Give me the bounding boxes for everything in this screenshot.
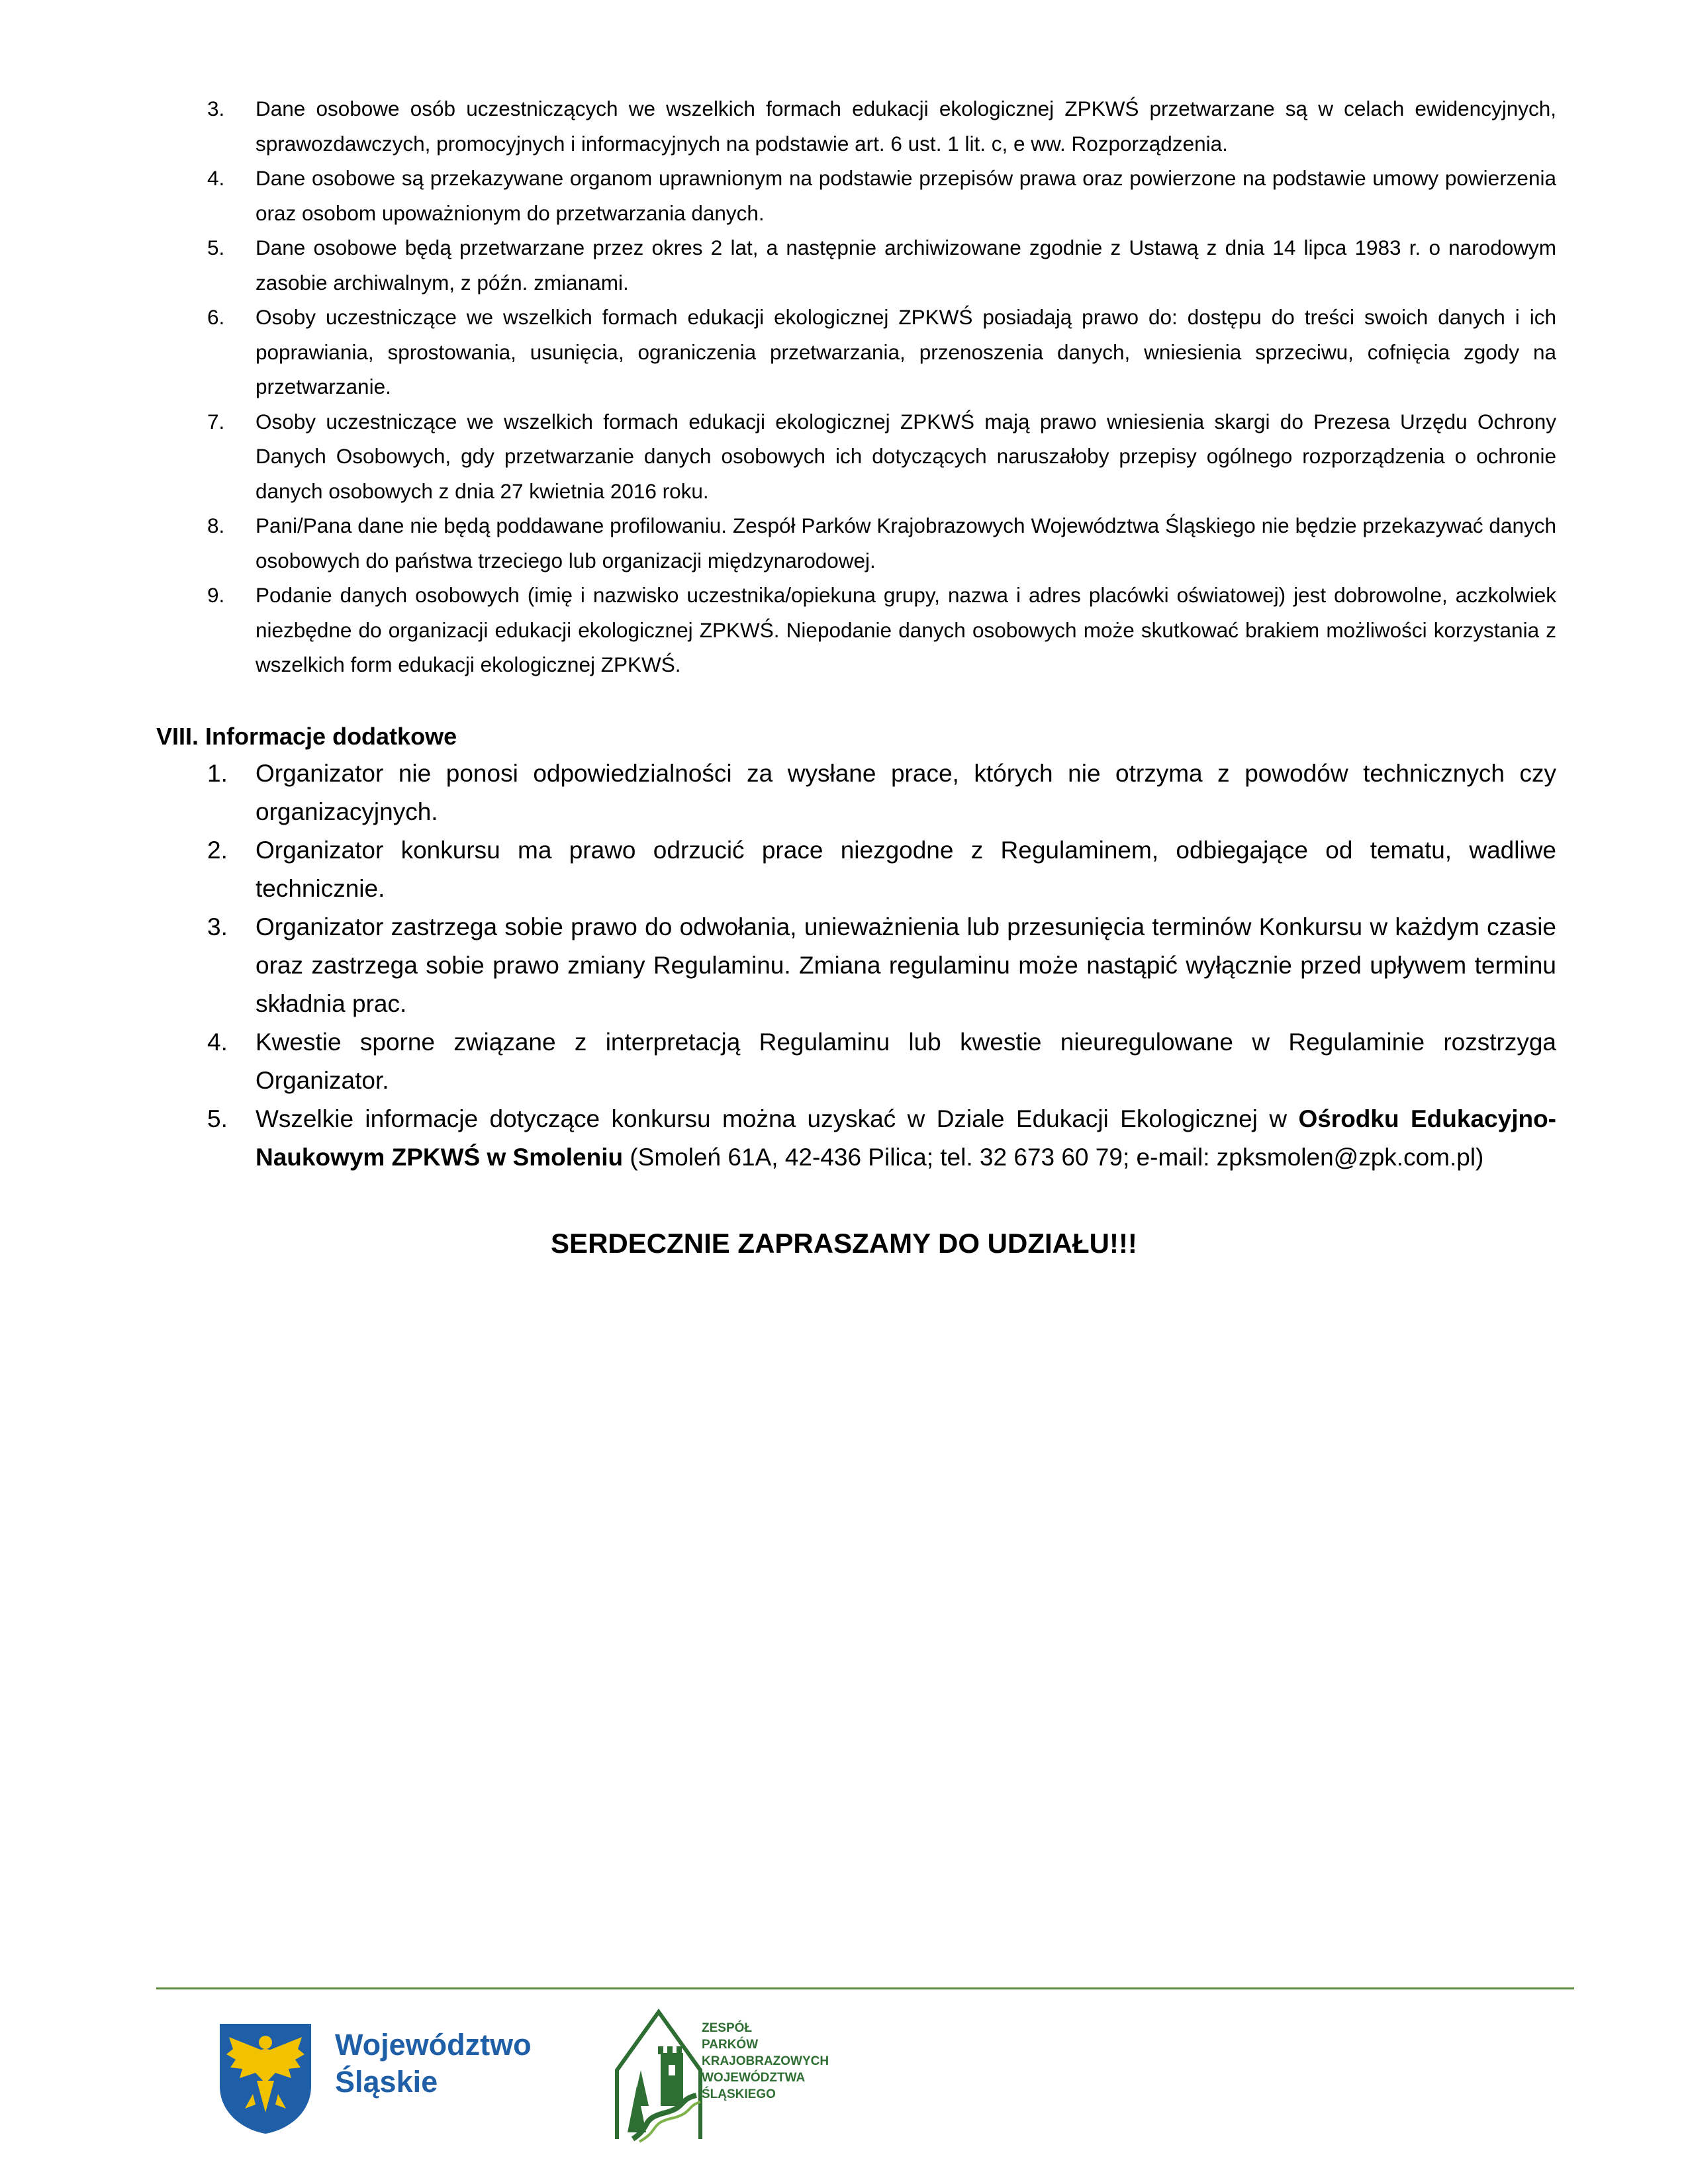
- list-item: [159, 831, 1556, 908]
- closing-invitation: SERDECZNIE ZAPRASZAMY DO UDZIAŁU!!!: [551, 1228, 1137, 1259]
- zpk-line: PARKÓW: [702, 2038, 759, 2052]
- item-text: Pani/Pana dane nie będą poddawane profilowaniu. Zespół Parków Krajobrazowych Województwa Śląskiego nie będzie przekazywać danych osobowych do państwa trzeciego lub organizacji międzynarodowej.: [256, 514, 1556, 572]
- list-item: [159, 908, 1556, 1023]
- list-item: [159, 578, 1556, 682]
- item-number: 3.: [207, 913, 228, 940]
- section-heading: VIII. Informacje dodatkowe: [156, 723, 457, 750]
- list-item: [159, 1100, 1556, 1177]
- item-number: 5.: [207, 236, 225, 259]
- item-text: Podanie danych osobowych (imię i nazwisko uczestnika/opiekuna grupy, nazwa i adres placówki oświatowej) jest dobrowolne, aczkolwiek niezbędne do organizacji edukacji ekologicznej ZPKWŚ. Niepodanie danych osobowych może skutkować brakiem możliwości korzystania z wszelkich form edukacji ekologicznej ZPKWŚ.: [256, 583, 1556, 676]
- list-item: [159, 91, 1556, 161]
- item-number: 3.: [207, 97, 225, 120]
- list-item: [159, 230, 1556, 300]
- zpk-wordmark: [702, 2020, 829, 2103]
- item-number: 5.: [207, 1105, 228, 1132]
- list-item: [159, 1023, 1556, 1100]
- footer-divider: [156, 1987, 1574, 1989]
- zpk-line: ŚLĄSKIEGO: [702, 2087, 776, 2101]
- zpk-line: WOJEWÓDZTWA: [702, 2071, 806, 2085]
- zpkws-logo: [613, 2007, 829, 2146]
- silesia-eagle-crest-icon: [216, 2020, 315, 2136]
- silesia-line-2: Śląskie: [335, 2065, 438, 2099]
- list-item: [159, 404, 1556, 509]
- item-text: Osoby uczestniczące we wszelkich formach edukacji ekologicznej ZPKWŚ mają prawo wniesienia skargi do Prezesa Urzędu Ochrony Danych Osobowych, gdy przetwarzanie danych osobowych ich dotyczących naruszałoby przepisy ogólnego rozporządzenia o ochronie danych osobowych z dnia 27 kwietnia 2016 roku.: [256, 409, 1556, 503]
- item-number: 4.: [207, 1028, 228, 1056]
- item-text: Organizator nie ponosi odpowiedzialności za wysłane prace, których nie otrzyma z powodów technicznych czy organizacyjnych.: [256, 760, 1556, 825]
- zpk-line: ZESPÓŁ: [702, 2021, 753, 2035]
- item-number: 9.: [207, 583, 225, 607]
- item-text: Organizator konkursu ma prawo odrzucić prace niezgodne z Regulaminem, odbiegające od tematu, wadliwe technicznie.: [256, 837, 1556, 902]
- item-text: Dane osobowe osób uczestniczących we wszelkich formach edukacji ekologicznej ZPKWŚ przetwarzane są w celach ewidencyjnych, sprawozdawczych, promocyjnych i informacyjnych na podstawie art. 6 ust. 1 lit. c, e ww. Rozporządzenia.: [256, 97, 1556, 156]
- contact-office-name: Ośrodku Edukacyjno-Naukowym ZPKWŚ w Smoleniu: [256, 1105, 1556, 1171]
- item-text: Dane osobowe są przekazywane organom uprawnionym na podstawie przepisów prawa oraz powierzone na podstawie umowy powierzenia oraz osobom upoważnionym do przetwarzania danych.: [256, 166, 1556, 225]
- item-number: 4.: [207, 166, 225, 190]
- list-item: [159, 300, 1556, 404]
- list-item: [159, 508, 1556, 578]
- additional-info-list: [159, 754, 1556, 1177]
- item-text-lead: Wszelkie informacje dotyczące konkursu można uzyskać w Dziale Edukacji Ekologicznej w: [256, 1105, 1299, 1132]
- item-number: 8.: [207, 514, 225, 537]
- zpk-tower-forest-icon: [613, 2007, 704, 2146]
- item-text: Osoby uczestniczące we wszelkich formach edukacji ekologicznej ZPKWŚ posiadają prawo do: dostępu do treści swoich danych i ich poprawiania, sprostowania, usunięcia, ograniczenia przetwarzania, przenoszenia danych, wniesienia sprzeciwu, cofnięcia zgody na przetwarzanie.: [256, 305, 1556, 398]
- item-text: Organizator zastrzega sobie prawo do odwołania, unieważnienia lub przesunięcia terminów Konkursu w każdym czasie oraz zastrzega sobie prawo zmiany Regulaminu. Zmiana regulaminu może nastąpić wyłącznie przed upływem terminu składnia prac.: [256, 913, 1556, 1017]
- item-text: Kwestie sporne związane z interpretacją Regulaminu lub kwestie nieuregulowane w Regulaminie rozstrzyga Organizator.: [256, 1028, 1556, 1094]
- contact-details: (Smoleń 61A, 42-436 Pilica; tel. 32 673 60 79; e-mail: zpksmolen@zpk.com.pl): [623, 1144, 1484, 1171]
- silesia-line-1: Województwo: [335, 2028, 532, 2062]
- privacy-list: [159, 91, 1556, 682]
- item-number: 7.: [207, 409, 225, 433]
- silesia-wordmark: [335, 2026, 532, 2101]
- list-item: [159, 754, 1556, 831]
- zpk-line: KRAJOBRAZOWYCH: [702, 2054, 829, 2068]
- item-number: 2.: [207, 837, 228, 864]
- list-item: [159, 161, 1556, 230]
- wojewodztwo-slaskie-logo: [216, 2020, 534, 2139]
- item-number: 1.: [207, 760, 228, 787]
- item-number: 6.: [207, 305, 225, 329]
- item-text: Dane osobowe będą przetwarzane przez okres 2 lat, a następnie archiwizowane zgodnie z Ustawą z dnia 14 lipca 1983 r. o narodowym zasobie archiwalnym, z późn. zmianami.: [256, 236, 1556, 295]
